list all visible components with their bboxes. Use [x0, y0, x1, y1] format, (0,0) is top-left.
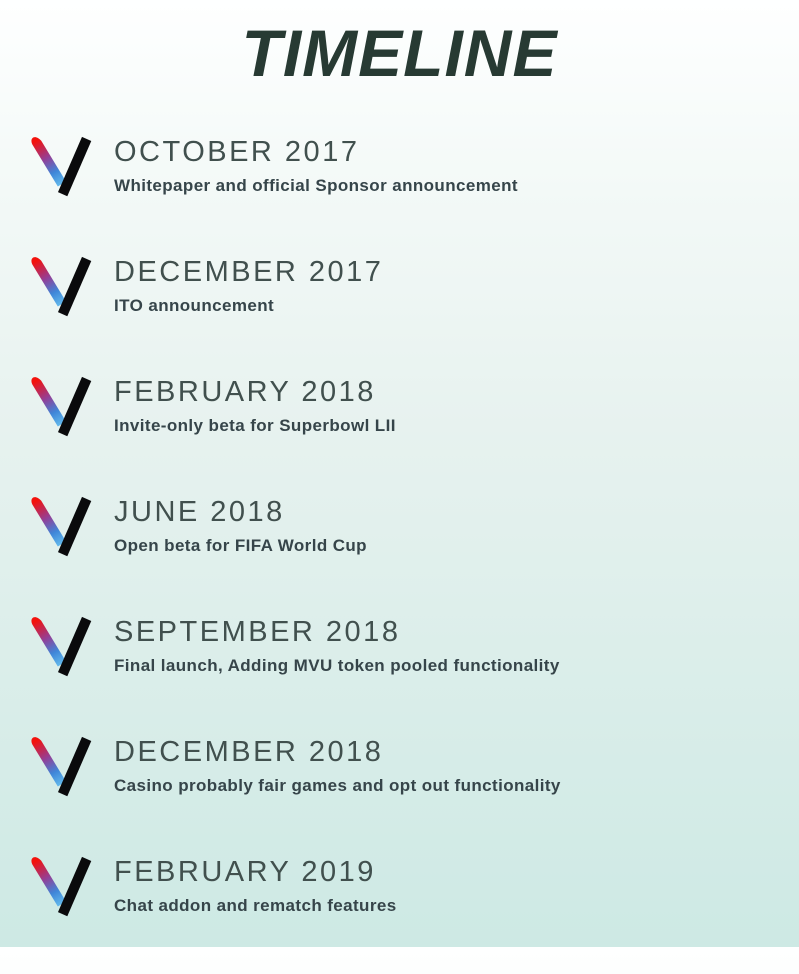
entry-date: SEPTEMBER 2018 — [114, 616, 401, 648]
entry-description: Whitepaper and official Sponsor announcement — [114, 176, 518, 195]
entry-text — [114, 374, 396, 437]
entry-description: ITO announcement — [114, 296, 275, 315]
entry-text — [114, 734, 561, 797]
timeline-entry — [0, 734, 799, 854]
timeline-entry — [0, 854, 799, 974]
brand-v-icon — [22, 856, 96, 920]
entry-description: Casino probably fair games and opt out functionality — [114, 776, 561, 795]
entry-text — [114, 134, 518, 197]
timeline-entry — [0, 254, 799, 374]
entry-description: Open beta for FIFA World Cup — [114, 536, 367, 555]
entry-text — [114, 614, 560, 677]
timeline-entry — [0, 494, 799, 614]
entry-text — [114, 854, 397, 917]
entry-date: DECEMBER 2018 — [114, 736, 384, 768]
brand-v-icon — [22, 616, 96, 680]
timeline — [0, 134, 799, 974]
brand-v-icon — [22, 136, 96, 200]
timeline-entry — [0, 374, 799, 494]
brand-v-icon — [22, 256, 96, 320]
entry-date: OCTOBER 2017 — [114, 136, 360, 168]
entry-text — [114, 254, 383, 317]
entry-date: DECEMBER 2017 — [114, 256, 384, 288]
brand-v-icon — [22, 496, 96, 560]
timeline-entry — [0, 614, 799, 734]
brand-v-icon — [22, 736, 96, 800]
entry-date: FEBRUARY 2018 — [114, 376, 376, 408]
timeline-entry — [0, 134, 799, 254]
entry-date: JUNE 2018 — [114, 496, 285, 528]
entry-text — [114, 494, 367, 557]
brand-v-icon — [22, 376, 96, 440]
page-title: TIMELINE — [241, 16, 558, 90]
entry-date: FEBRUARY 2019 — [114, 856, 376, 888]
entry-description: Final launch, Adding MVU token pooled functionality — [114, 656, 560, 675]
entry-description: Invite-only beta for Superbowl LII — [114, 416, 396, 435]
entry-description: Chat addon and rematch features — [114, 896, 397, 915]
